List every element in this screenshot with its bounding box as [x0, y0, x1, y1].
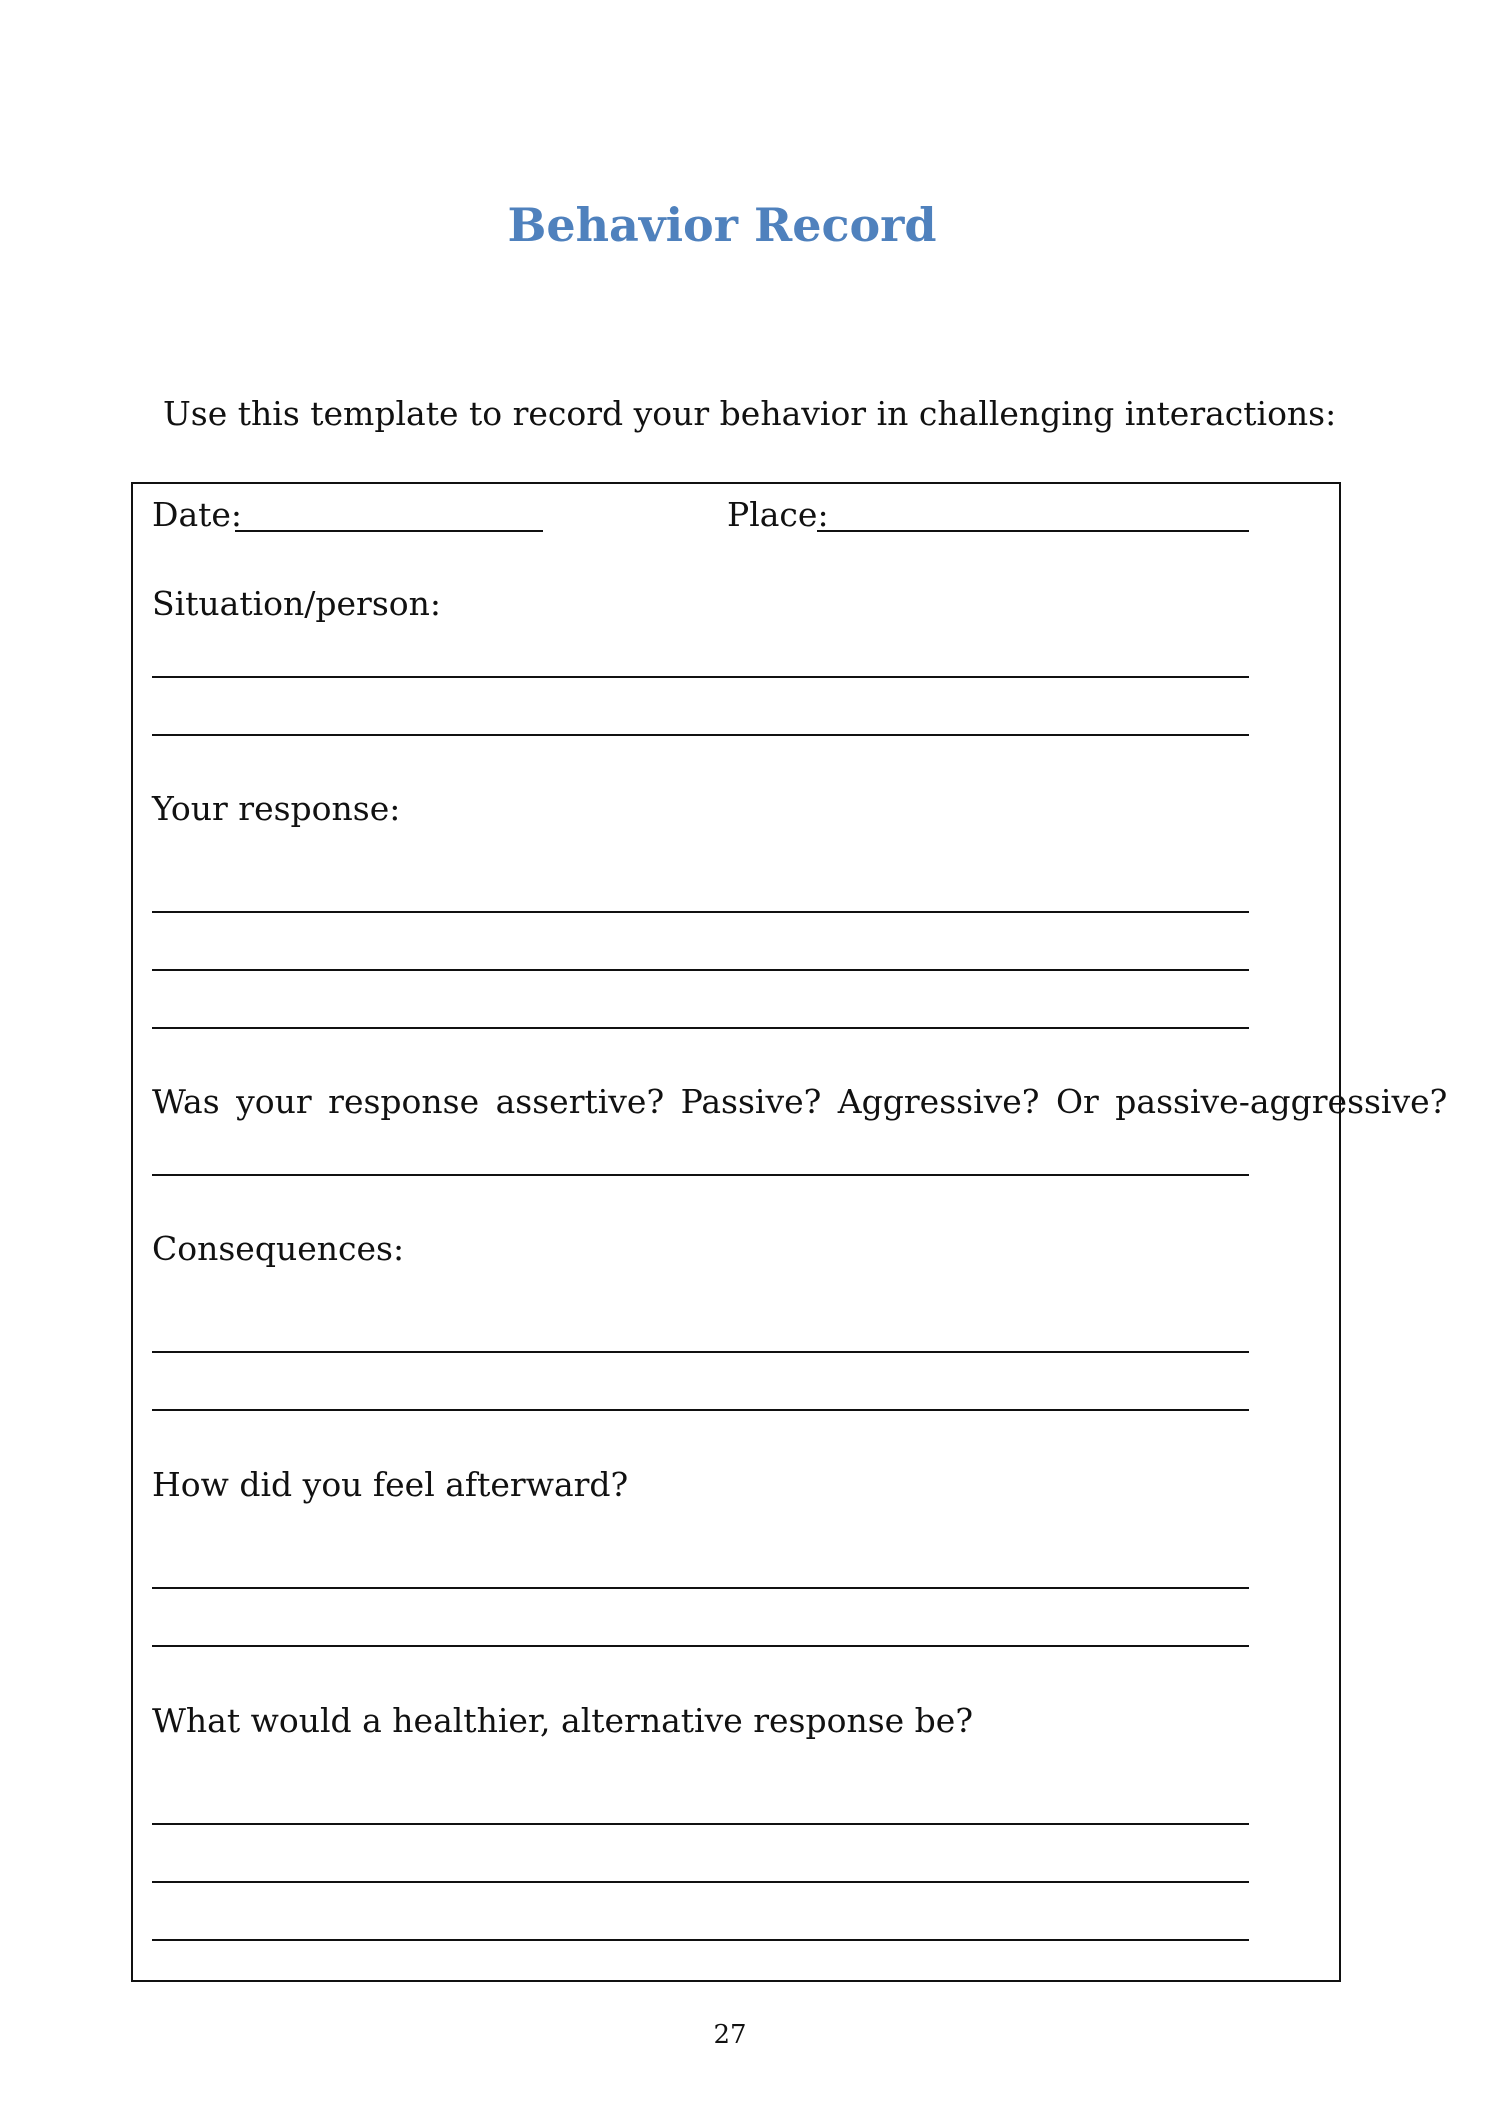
your-response-line-1[interactable] [152, 911, 1249, 913]
date-label: Date: [152, 495, 243, 534]
consequences-line-1[interactable] [152, 1351, 1249, 1353]
date-field[interactable] [235, 530, 543, 532]
alternative-response-label: What would a healthier, alternative response be? [152, 1701, 974, 1740]
place-label: Place: [727, 495, 829, 534]
your-response-line-3[interactable] [152, 1027, 1249, 1029]
response-type-line-1[interactable] [152, 1174, 1249, 1176]
consequences-label: Consequences: [152, 1229, 405, 1268]
place-field[interactable] [817, 530, 1249, 532]
feelings-label: How did you feel afterward? [152, 1465, 629, 1504]
situation-person-line-2[interactable] [152, 734, 1249, 736]
behavior-record-form [131, 482, 1448, 1982]
page-number: 27 [713, 2020, 747, 2050]
consequences-line-2[interactable] [152, 1409, 1249, 1411]
your-response-line-2[interactable] [152, 969, 1249, 971]
feelings-line-1[interactable] [152, 1587, 1249, 1589]
page-title: Behavior Record [507, 198, 937, 252]
response-type-question: Was your response assertive? Passive? Aggressive? Or passive-aggressive? [152, 1082, 1448, 1121]
situation-person-line-1[interactable] [152, 676, 1249, 678]
feelings-line-2[interactable] [152, 1645, 1249, 1647]
alternative-response-line-2[interactable] [152, 1881, 1249, 1883]
situation-person-label: Situation/person: [152, 584, 442, 623]
alternative-response-line-1[interactable] [152, 1823, 1249, 1825]
intro-text: Use this template to record your behavior in challenging interactions: [163, 394, 1337, 433]
alternative-response-line-3[interactable] [152, 1939, 1249, 1941]
your-response-label: Your response: [152, 789, 401, 828]
